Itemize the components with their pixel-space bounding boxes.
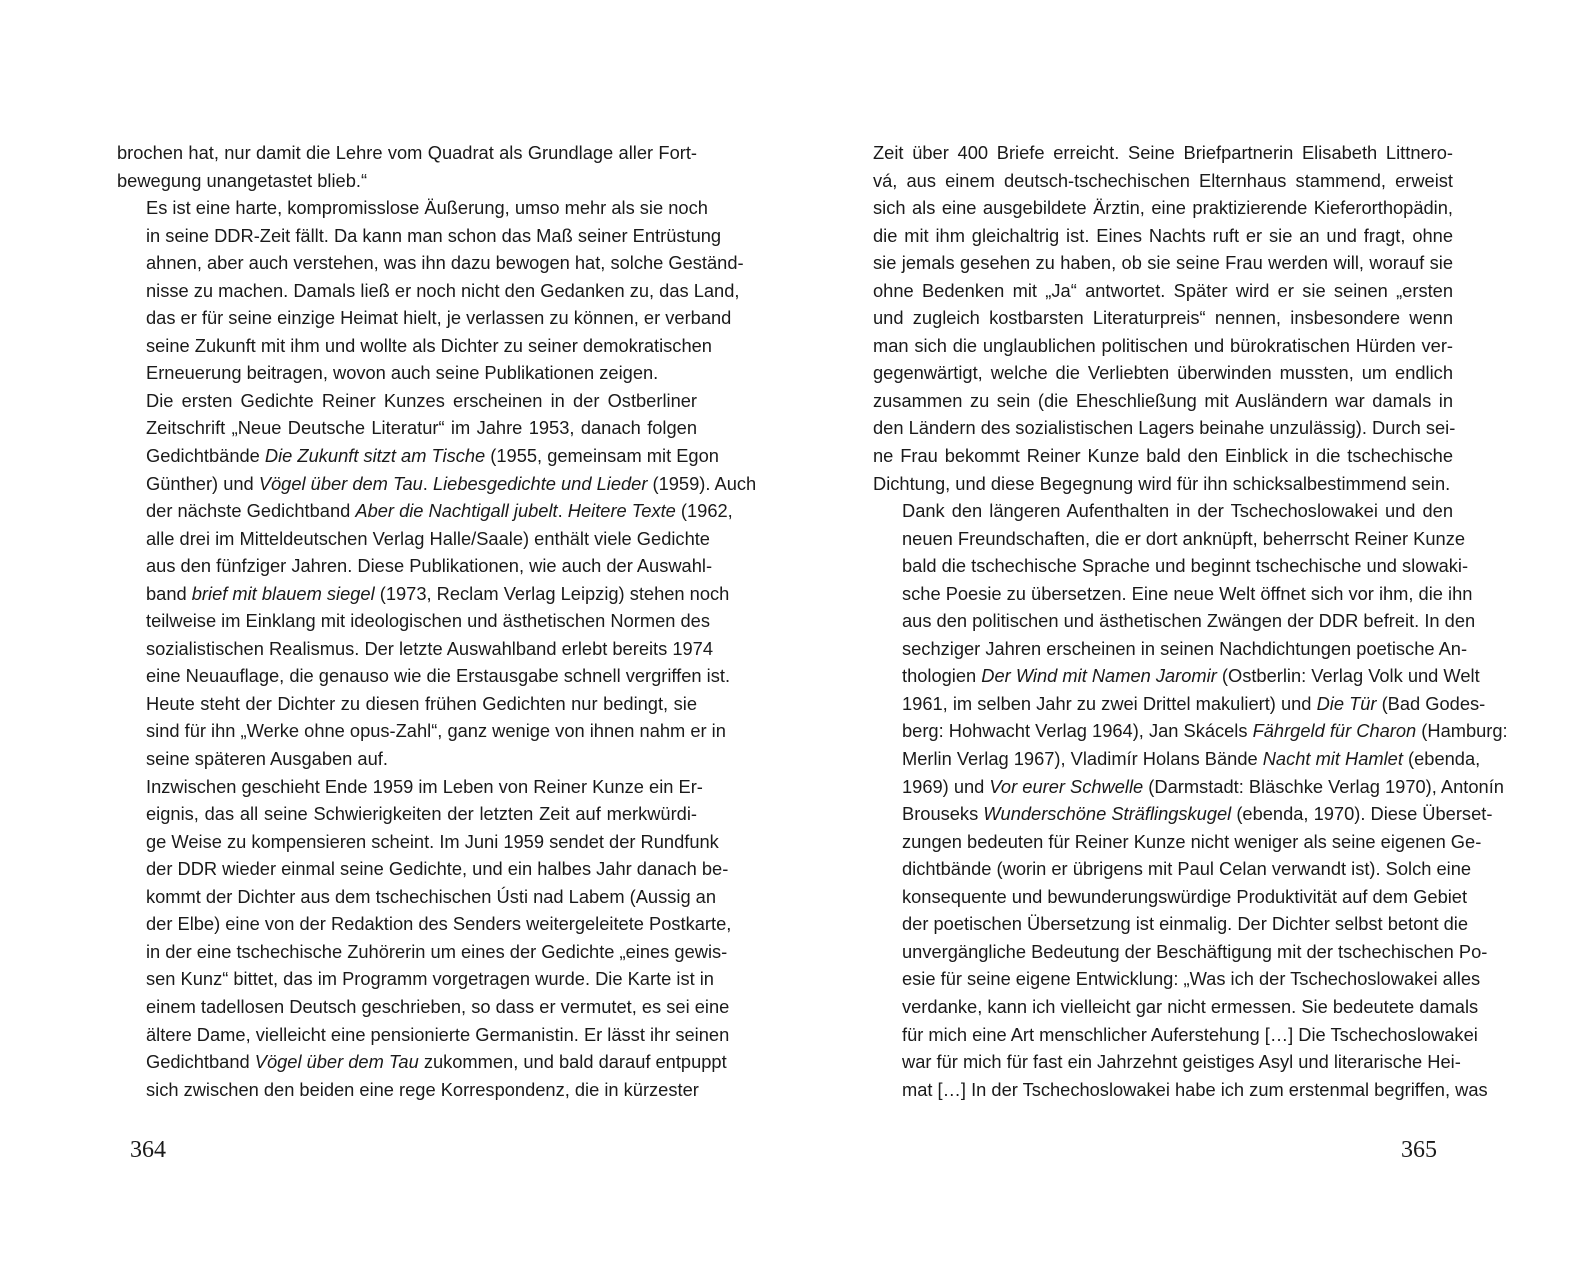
text-line	[873, 773, 1504, 801]
text-line	[117, 304, 732, 332]
text-run: esie für seine eigene Entwicklung: „Was ich der Tschechoslowakei alles	[902, 968, 1481, 990]
italic-title: Fährgeld für Charon	[1252, 720, 1417, 742]
text-line	[117, 965, 714, 993]
text-run: bewegung unangetastet blieb.“	[117, 169, 368, 191]
text-line	[873, 800, 1493, 828]
text-run: sind für ihn „Werke ohne opus-Zahl“, ganz wenige von ihnen nahm er in	[146, 720, 726, 742]
text-line	[117, 855, 729, 883]
text-run: gegenwärtigt, welche die Verliebten überwinden mussten, um endlich	[873, 362, 1453, 384]
text-line	[117, 607, 710, 635]
text-line	[873, 938, 1488, 966]
text-line	[873, 470, 1453, 498]
text-run: seine späteren Ausgaben auf.	[146, 748, 388, 770]
text-run: zusammen zu sein (die Eheschließung mit Ausländern war damals in	[873, 389, 1453, 411]
text-run: verdanke, kann ich vielleicht gar nicht ermessen. Sie bedeutete damals	[902, 995, 1479, 1017]
text-line	[873, 607, 1476, 635]
text-run: (Bad Godes-	[1376, 692, 1486, 714]
text-line	[873, 442, 1453, 470]
text-run: sozialistischen Realismus. Der letzte Auswahlband erlebt bereits 1974	[146, 637, 714, 659]
text-run: ne Frau bekommt Reiner Kunze bald den Einblick in die tschechische	[873, 445, 1453, 467]
text-run: sche Poesie zu übersetzen. Eine neue Welt öffnet sich vor ihm, die ihn	[902, 582, 1473, 604]
text-run: war für mich für fast ein Jahrzehnt geistiges Asyl und literarische Hei-	[902, 1051, 1461, 1073]
text-line	[873, 580, 1473, 608]
text-run: Brouseks	[902, 803, 984, 825]
text-line	[873, 414, 1456, 442]
text-run: zukommen, und bald darauf entpuppt	[418, 1051, 727, 1073]
text-run: Gedichtbände	[146, 445, 265, 467]
text-run: (1959). Auch	[647, 472, 757, 494]
text-run: (Hamburg:	[1416, 720, 1508, 742]
text-line	[117, 690, 697, 718]
text-line	[873, 304, 1453, 332]
text-run: Dichtung, und diese Begegnung wird für ihn schicksalbestimmend sein.	[873, 472, 1451, 494]
text-line	[117, 442, 719, 470]
text-line	[117, 910, 732, 938]
text-line	[873, 635, 1468, 663]
text-run: aus den fünfziger Jahren. Diese Publikationen, wie auch der Auswahl-	[146, 555, 713, 577]
text-run: (ebenda,	[1402, 748, 1481, 770]
text-line	[873, 222, 1453, 250]
text-run: (1962,	[675, 500, 733, 522]
text-run: Die ersten Gedichte Reiner Kunzes erscheinen in der Ostberliner	[146, 389, 697, 411]
text-run: .	[422, 472, 433, 494]
text-run: Es ist eine harte, kompromisslose Äußerung, umso mehr als sie noch	[146, 197, 708, 219]
text-line	[117, 497, 733, 525]
italic-title: Der Wind mit Namen Jaromir	[981, 665, 1217, 687]
text-run: Zeitschrift „Neue Deutsche Literatur“ im Jahre 1953, danach folgen	[146, 417, 697, 439]
text-line	[117, 745, 697, 773]
paragraph	[117, 387, 757, 773]
text-run: unvergängliche Bedeutung der Beschäftigung mit der tschechischen Po-	[902, 940, 1488, 962]
text-line	[873, 993, 1479, 1021]
text-line	[117, 938, 728, 966]
text-run: das er für seine einzige Heimat hielt, je verlassen zu können, er verband	[146, 307, 732, 329]
italic-title: Die Zukunft sitzt am Tische	[264, 445, 486, 467]
text-run: (Darmstadt: Bläschke Verlag 1970), Antonín	[1143, 775, 1504, 797]
text-line	[117, 332, 712, 360]
text-run: mat […] In der Tschechoslowakei habe ich zum erstenmal begriffen, was	[902, 1078, 1488, 1100]
italic-title: Heitere Texte	[567, 500, 676, 522]
text-run: die mit ihm gleichaltrig ist. Eines Nachts ruft er sie an und fragt, ohne	[873, 224, 1453, 246]
text-run: ahnen, aber auch verstehen, was ihn dazu bewogen hat, solche Geständ-	[146, 252, 744, 274]
text-line	[117, 1076, 697, 1104]
text-run: (1955, gemeinsam mit Egon	[485, 445, 719, 467]
text-line	[117, 1021, 730, 1049]
text-line	[117, 717, 726, 745]
text-run: Heute steht der Dichter zu diesen frühen Gedichten nur bedingt, sie	[146, 692, 697, 714]
text-line	[117, 525, 710, 553]
text-run: 1969) und	[902, 775, 990, 797]
text-line	[117, 277, 740, 305]
text-run: Merlin Verlag 1967), Vladimír Holans Bände	[902, 748, 1263, 770]
text-run: man sich die unglaublichen politischen und bürokratischen Hürden ver-	[873, 334, 1453, 356]
text-line	[873, 277, 1453, 305]
text-line	[117, 387, 697, 415]
text-line	[117, 470, 757, 498]
left-page-number: 364	[130, 1137, 166, 1163]
left-page-text	[117, 139, 757, 1103]
text-run: der poetischen Übersetzung ist einmalig. Der Dichter selbst betont die	[902, 913, 1468, 935]
text-run: eine Neuauflage, die genauso wie die Erstausgabe schnell vergriffen ist.	[146, 665, 731, 687]
text-line	[117, 1048, 727, 1076]
text-run: ältere Dame, vielleicht eine pensionierte Germanistin. Er lässt ihr seinen	[146, 1023, 730, 1045]
right-page-number: 365	[1401, 1137, 1437, 1163]
text-line	[873, 1021, 1478, 1049]
text-line	[873, 690, 1486, 718]
text-line	[873, 855, 1472, 883]
text-line	[873, 249, 1453, 277]
italic-title: Liebesgedichte und Lieder	[432, 472, 648, 494]
text-run: band	[146, 582, 192, 604]
text-run: dichtbände (worin er übrigens mit Paul Celan verwandt ist). Solch eine	[902, 858, 1472, 880]
text-run: den Ländern des sozialistischen Lagers beinahe unzulässig). Durch sei-	[873, 417, 1456, 439]
text-run: ohne Bedenken mit „Ja“ antwortet. Später wird er sie seinen „ersten	[873, 279, 1453, 301]
text-run: vá, aus einem deutsch-tschechischen Elternhaus stammend, erweist	[873, 169, 1453, 191]
right-page	[797, 0, 1594, 1287]
paragraph	[117, 194, 744, 387]
text-run: Erneuerung beitragen, wovon auch seine Publikationen zeigen.	[146, 362, 659, 384]
text-line	[873, 194, 1453, 222]
text-line	[873, 387, 1453, 415]
text-line	[873, 965, 1481, 993]
text-run: aus den politischen und ästhetischen Zwängen der DDR befreit. In den	[902, 610, 1476, 632]
text-run: sich als eine ausgebildete Ärztin, eine praktizierende Kieferorthopädin,	[873, 197, 1453, 219]
right-page-text	[873, 139, 1508, 1103]
text-run: Inzwischen geschieht Ende 1959 im Leben von Reiner Kunze ein Er-	[146, 775, 703, 797]
text-run: 1961, im selben Jahr zu zwei Drittel makuliert) und	[902, 692, 1317, 714]
text-run: neuen Freundschaften, die er dort anknüpft, beherrscht Reiner Kunze	[902, 527, 1466, 549]
text-line	[873, 1048, 1461, 1076]
text-run: der Elbe) eine von der Redaktion des Senders weitergeleitete Postkarte,	[146, 913, 732, 935]
italic-title: Vögel über dem Tau	[258, 472, 423, 494]
text-run: sechziger Jahren erscheinen in seinen Nachdichtungen poetische An-	[902, 637, 1468, 659]
text-run: sen Kunz“ bittet, das im Programm vorgetragen wurde. Die Karte ist in	[146, 968, 714, 990]
text-line	[873, 167, 1453, 195]
text-line	[873, 1076, 1488, 1104]
text-run: in seine DDR-Zeit fällt. Da kann man schon das Maß seiner Entrüstung	[146, 224, 722, 246]
text-line	[117, 800, 697, 828]
text-run: für mich eine Art menschlicher Auferstehung […] Die Tschechoslowakei	[902, 1023, 1478, 1045]
text-line	[873, 717, 1508, 745]
italic-title: Die Tür	[1316, 692, 1377, 714]
text-run: teilweise im Einklang mit ideologischen und ästhetischen Normen des	[146, 610, 710, 632]
text-line	[873, 910, 1468, 938]
text-line	[117, 167, 697, 195]
text-line	[117, 635, 714, 663]
text-run: Günther) und	[146, 472, 259, 494]
text-run: brochen hat, nur damit die Lehre vom Quadrat als Grundlage aller Fort-	[117, 142, 697, 163]
text-run: der DDR wieder einmal seine Gedichte, und ein halbes Jahr danach be-	[146, 858, 729, 880]
text-run: (Ostberlin: Verlag Volk und Welt	[1216, 665, 1480, 687]
italic-title: Vor eurer Schwelle	[989, 775, 1144, 797]
text-line	[873, 525, 1466, 553]
text-line	[873, 497, 1453, 525]
text-run: sie jemals gesehen zu haben, ob sie seine Frau werden will, worauf sie	[873, 252, 1453, 274]
text-run: Zeit über 400 Briefe erreicht. Seine Briefpartnerin Elisabeth Littnero-	[873, 142, 1453, 163]
text-line	[873, 552, 1469, 580]
text-line	[117, 194, 708, 222]
text-run: .	[557, 500, 568, 522]
text-run: nisse zu machen. Damals ließ er noch nicht den Gedanken zu, das Land,	[146, 279, 740, 301]
text-line	[117, 580, 730, 608]
text-line	[873, 828, 1482, 856]
text-run: (ebenda, 1970). Diese Überset-	[1231, 803, 1493, 825]
text-line	[117, 249, 744, 277]
text-run: der nächste Gedichtband	[146, 500, 356, 522]
text-line	[117, 883, 717, 911]
text-run: zungen bedeuten für Reiner Kunze nicht weniger als seine eigenen Ge-	[902, 830, 1482, 852]
paragraph	[117, 139, 697, 194]
text-run: bald die tschechische Sprache und beginnt tschechische und slowaki-	[902, 555, 1469, 577]
text-run: kommt der Dichter aus dem tschechischen Ústi nad Labem (Aussig an	[146, 885, 717, 907]
paragraph	[873, 497, 1508, 1103]
text-line	[117, 139, 697, 167]
text-line	[873, 883, 1468, 911]
text-run: konsequente und bewunderungswürdige Produktivität auf dem Gebiet	[902, 885, 1468, 907]
text-line	[117, 359, 697, 387]
italic-title: Vögel über dem Tau	[254, 1051, 419, 1073]
text-line	[117, 773, 703, 801]
text-line	[873, 662, 1480, 690]
text-run: (1973, Reclam Verlag Leipzig) stehen noch	[374, 582, 730, 604]
text-line	[873, 745, 1481, 773]
text-run: ge Weise zu kompensieren scheint. Im Juni 1959 sendet der Rundfunk	[146, 830, 719, 852]
text-run: und zugleich kostbarsten Literaturpreis“ nennen, insbesondere wenn	[873, 307, 1453, 329]
text-run: seine Zukunft mit ihm und wollte als Dichter zu seiner demokratischen	[146, 334, 712, 356]
text-line	[117, 828, 719, 856]
text-line	[117, 662, 731, 690]
italic-title: Aber die Nachtigall jubelt	[355, 500, 558, 522]
text-run: alle drei im Mitteldeutschen Verlag Halle/Saale) enthält viele Gedichte	[146, 527, 710, 549]
text-line	[117, 993, 730, 1021]
text-run: berg: Hohwacht Verlag 1964), Jan Skácels	[902, 720, 1253, 742]
text-run: einem tadellosen Deutsch geschrieben, so dass er vermutet, es sei eine	[146, 995, 730, 1017]
italic-title: Nacht mit Hamlet	[1262, 748, 1403, 770]
text-run: Gedichtband	[146, 1051, 255, 1073]
text-run: eignis, das all seine Schwierigkeiten der letzten Zeit auf merkwürdi-	[146, 803, 697, 825]
text-line	[873, 359, 1453, 387]
text-run: thologien	[902, 665, 982, 687]
text-run: in der eine tschechische Zuhörerin um eines der Gedichte „eines gewis-	[146, 940, 728, 962]
paragraph	[873, 139, 1456, 497]
text-run: Dank den längeren Aufenthalten in der Tschechoslowakei und den	[902, 500, 1453, 522]
text-run: sich zwischen den beiden eine rege Korrespondenz, die in kürzester	[146, 1078, 699, 1100]
text-line	[117, 552, 713, 580]
italic-title: Wunderschöne Sträflingskugel	[983, 803, 1232, 825]
paragraph	[117, 773, 732, 1104]
text-line	[873, 332, 1453, 360]
italic-title: brief mit blauem siegel	[191, 582, 375, 604]
text-line	[873, 139, 1453, 167]
text-line	[117, 414, 697, 442]
text-line	[117, 222, 722, 250]
